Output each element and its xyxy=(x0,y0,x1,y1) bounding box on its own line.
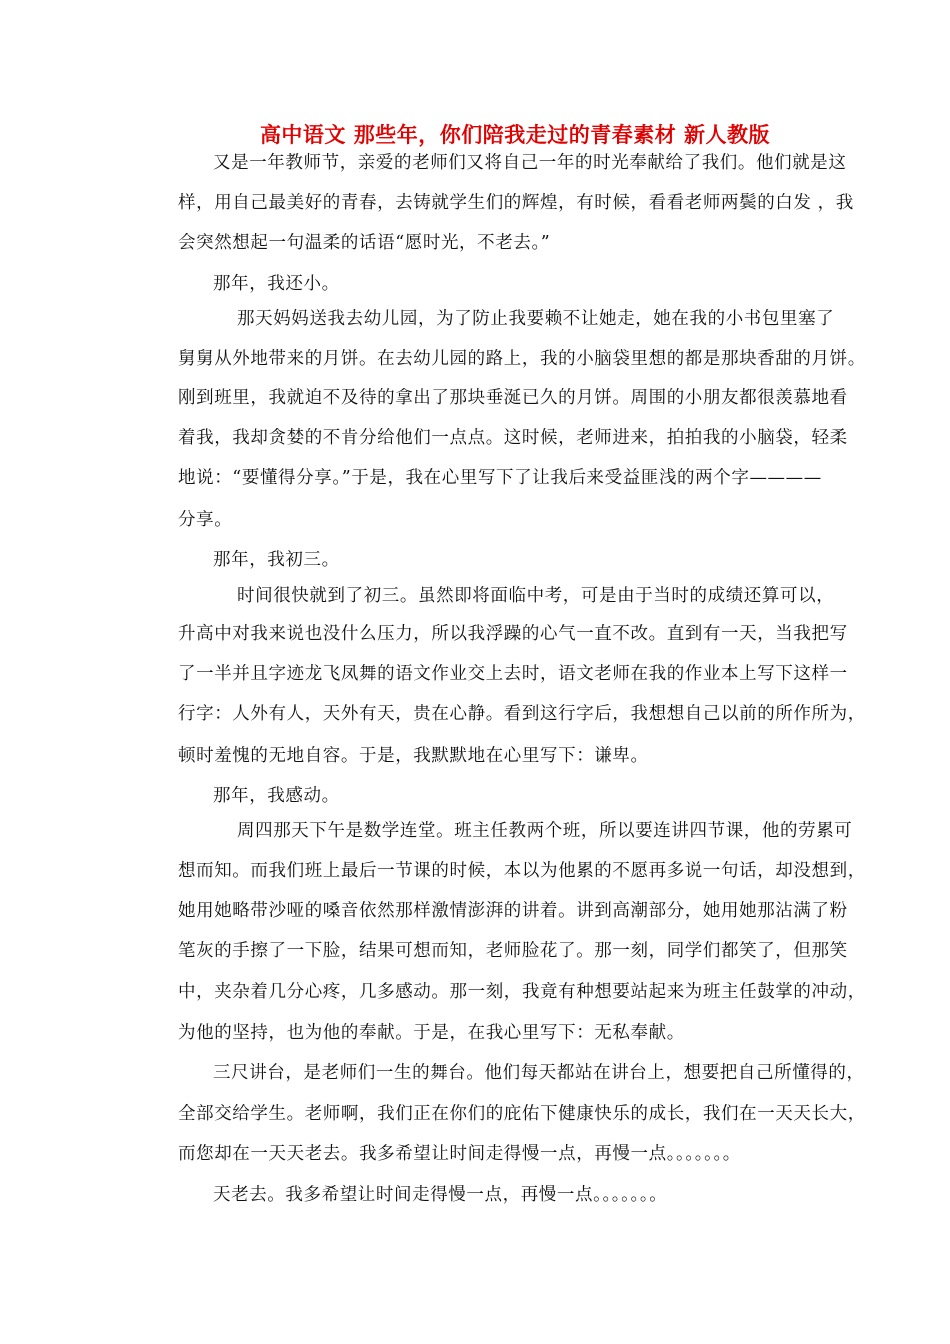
text-line: 三尺讲台，是老师们一生的舞台。他们每天都站在讲台上，想要把自己所懂得的， xyxy=(213,1063,865,1083)
text-line: 升高中对我来说也没什么压力，所以我浮躁的心气一直不改。直到有一天，当我把写 xyxy=(178,624,848,644)
text-line: 时间很快就到了初三。虽然即将面临中考，可是由于当时的成绩还算可以， xyxy=(237,586,835,606)
text-line: 舅舅从外地带来的月饼。在去幼儿园的路上，我的小脑袋里想的都是那块香甜的月饼。 xyxy=(178,349,866,369)
text-line: 了一半并且字迹龙飞凤舞的语文作业交上去时，语文老师在我的作业本上写下这样一 xyxy=(178,664,848,684)
text-line: 天老去。我多希望让时间走得慢一点，再慢一点。。。。。。。 xyxy=(213,1185,668,1205)
text-line: 顿时羞愧的无地自容。于是，我默默地在心里写下：谦卑。 xyxy=(178,746,649,766)
text-line: 周四那天下午是数学连堂。班主任教两个班，所以要连讲四节课，他的劳累可 xyxy=(237,821,853,841)
text-line: 而您却在一天天老去。我多希望让时间走得慢一点，再慢一点。。。。。。。 xyxy=(178,1144,741,1164)
document-title: 高中语文 那些年，你们陪我走过的青春素材 新人教版 xyxy=(259,123,771,147)
text-line: 又是一年教师节，亲爱的老师们又将自己一年的时光奉献给了我们。他们就是这 xyxy=(213,153,847,173)
text-line: 笔灰的手擦了一下脸，结果可想而知，老师脸花了。那一刻，同学们都笑了，但那笑 xyxy=(178,941,848,961)
text-line: 全部交给学生。老师啊，我们正在你们的庇佑下健康快乐的成长，我们在一天天长大， xyxy=(178,1104,866,1124)
text-line: 中，夹杂着几分心疼，几多感动。那一刻，我竟有种想要站起来为班主任鼓掌的冲动， xyxy=(178,982,866,1002)
text-line: 地说：“要懂得分享。”于是，我在心里写下了让我后来受益匪浅的两个字———— xyxy=(178,468,822,488)
text-line: 着我，我却贪婪的不肯分给他们一点点。这时候，老师进来，拍拍我的小脑袋，轻柔 xyxy=(178,428,848,448)
text-line: 行字：人外有人，天外有天，贵在心静。看到这行字后，我想想自己以前的所作所为， xyxy=(178,704,866,724)
section-heading: 那年，我还小。 xyxy=(213,274,340,294)
section-heading: 那年，我初三。 xyxy=(213,550,340,570)
text-line: 想而知。而我们班上最后一节课的时候，本以为他累的不愿再多说一句话，却没想到， xyxy=(178,861,866,881)
text-line: 为他的坚持，也为他的奉献。于是，在我心里写下：无私奉献。 xyxy=(178,1023,685,1043)
text-line: 样，用自己最美好的青春，去铸就学生们的辉煌，有时候，看看老师两鬓的白发 ，我 xyxy=(178,193,854,213)
text-line: 分享。 xyxy=(178,510,233,530)
text-line: 那天妈妈送我去幼儿园，为了防止我要赖不让她走，她在我的小书包里塞了 xyxy=(237,309,835,329)
text-line: 会突然想起一句温柔的话语“愿时光，不老去。” xyxy=(178,233,551,253)
text-line: 刚到班里，我就迫不及待的拿出了那块垂涎已久的月饼。周围的小朋友都很羡慕地看 xyxy=(178,388,848,408)
section-heading: 那年，我感动。 xyxy=(213,786,340,806)
text-line: 她用她略带沙哑的嗓音依然那样激情澎湃的讲着。讲到高潮部分，她用她那沾满了粉 xyxy=(178,901,848,921)
